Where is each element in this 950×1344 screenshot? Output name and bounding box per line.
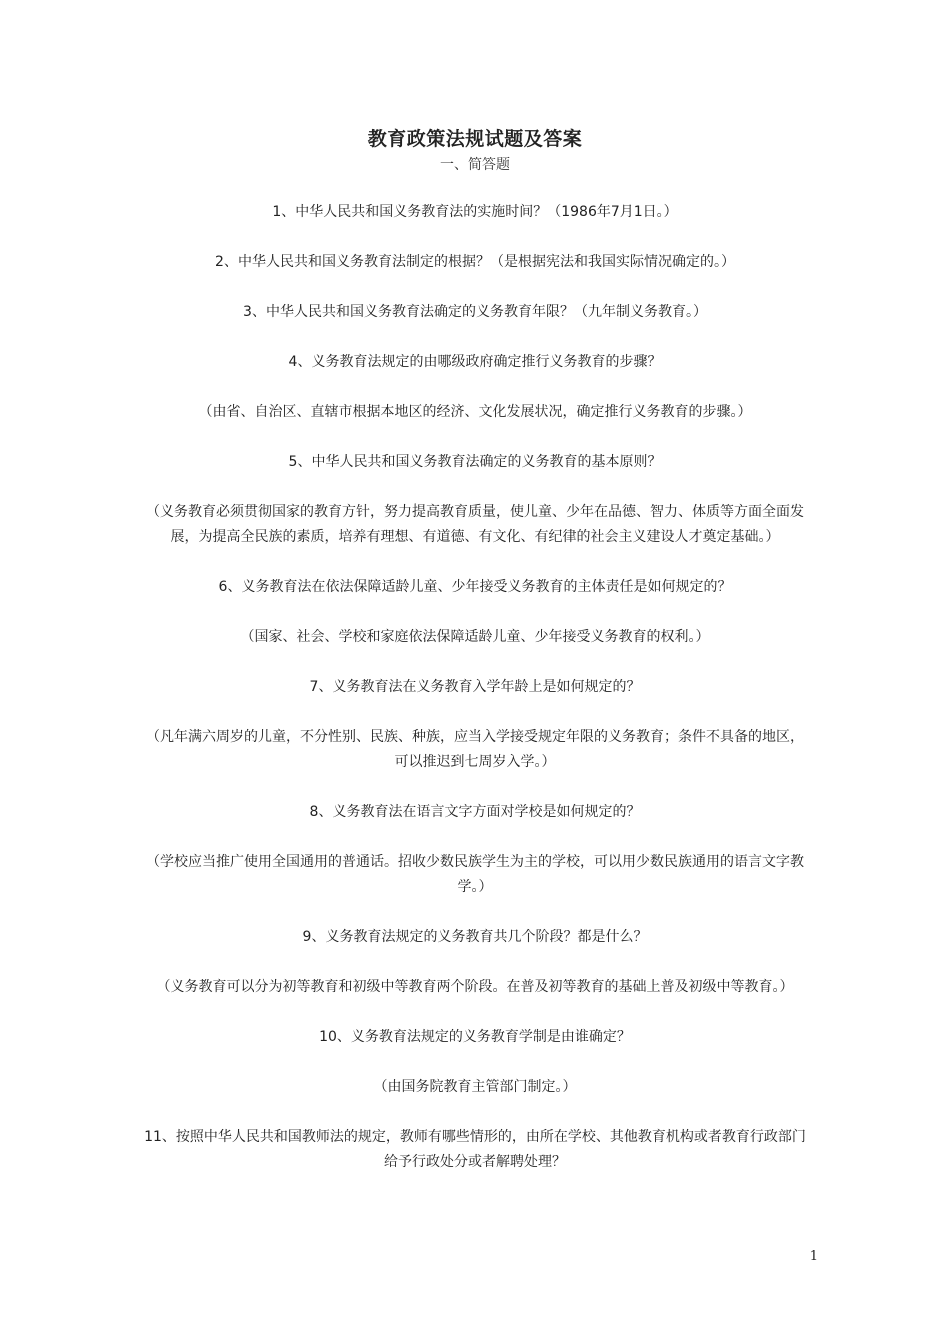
answer-6: （国家、社会、学校和家庭依法保障适龄儿童、少年接受义务教育的权利。） <box>240 629 710 645</box>
question-10: 10、义务教育法规定的义务教育学制是由谁确定？ <box>319 1029 631 1045</box>
answer-8: （学校应当推广使用全国通用的普通话。招收少数民族学生为主的学校，可以用少数民族通用的语言文字教学。） <box>146 854 804 895</box>
answer-9: （义务教育可以分为初等教育和初级中等教育两个阶段。在普及初等教育的基础上普及初级中等教育。） <box>156 979 794 995</box>
answer-5: （义务教育必须贯彻国家的教育方针，努力提高教育质量，使儿童、少年在品德、智力、体质等方面全面发展，为提高全民族的素质，培养有理想、有道德、有文化、有纪律的社会主义建设人才奠定基础。） <box>146 504 804 545</box>
document-body <box>143 200 807 1200</box>
question-1: 1、中华人民共和国义务教育法的实施时间？（1986年7月1日。） <box>272 204 678 220</box>
page-number: 1 <box>809 1249 818 1264</box>
answer-10: （由国务院教育主管部门制定。） <box>373 1079 577 1095</box>
question-6: 6、义务教育法在依法保障适龄儿童、少年接受义务教育的主体责任是如何规定的？ <box>218 579 732 595</box>
question-9: 9、义务教育法规定的义务教育共几个阶段？都是什么？ <box>302 929 648 945</box>
question-8: 8、义务教育法在语言文字方面对学校是如何规定的？ <box>309 804 641 820</box>
section-heading: 一、简答题 <box>440 157 510 173</box>
question-11: 11、按照中华人民共和国教师法的规定，教师有哪些情形的，由所在学校、其他教育机构或者教育行政部门给予行政处分或者解聘处理？ <box>144 1129 806 1170</box>
answer-7: （凡年满六周岁的儿童，不分性别、民族、种族，应当入学接受规定年限的义务教育；条件不具备的地区，可以推迟到七周岁入学。） <box>146 729 804 770</box>
question-3: 3、中华人民共和国义务教育法确定的义务教育年限？（九年制义务教育。） <box>243 304 707 320</box>
document-title: 教育政策法规试题及答案 <box>367 128 583 150</box>
answer-4: （由省、自治区、直辖市根据本地区的经济、文化发展状况，确定推行义务教育的步骤。） <box>198 404 752 420</box>
question-5: 5、中华人民共和国义务教育法确定的义务教育的基本原则？ <box>288 454 662 470</box>
question-7: 7、义务教育法在义务教育入学年龄上是如何规定的？ <box>309 679 641 695</box>
question-4: 4、义务教育法规定的由哪级政府确定推行义务教育的步骤？ <box>288 354 662 370</box>
question-2: 2、中华人民共和国义务教育法制定的根据？（是根据宪法和我国实际情况确定的。） <box>215 254 735 270</box>
